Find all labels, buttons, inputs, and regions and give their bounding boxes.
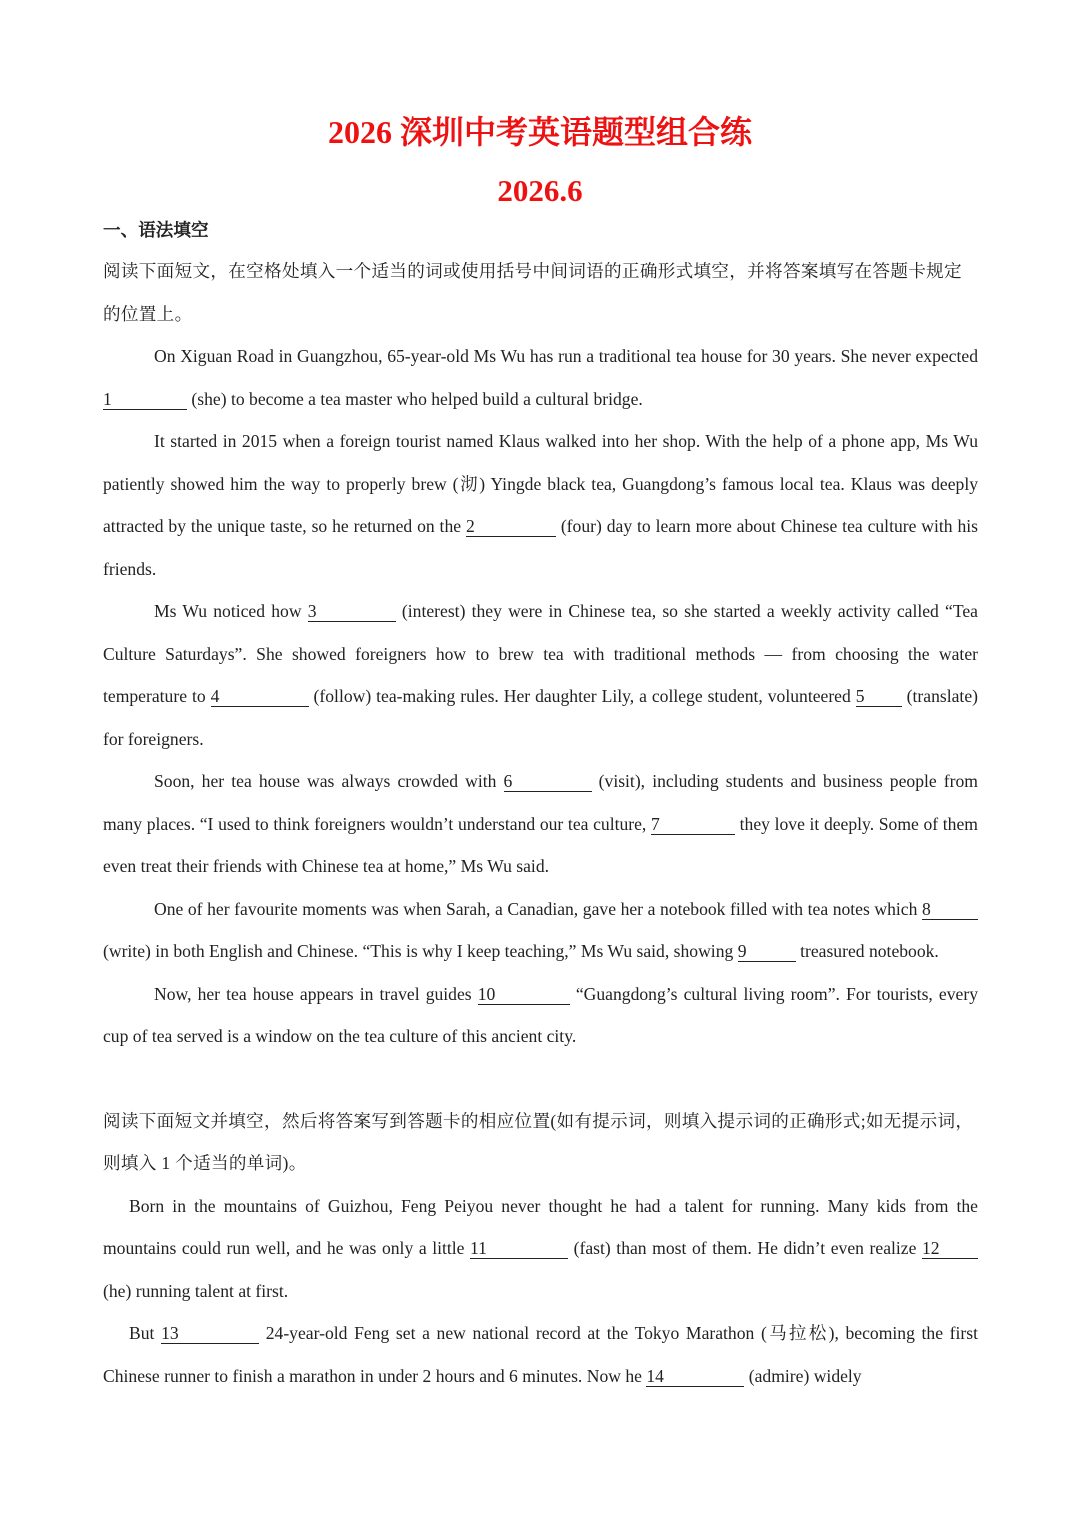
passage-paragraph <box>103 760 978 888</box>
section-instruction: 阅读下面短文并填空，然后将答案写到答题卡的相应位置(如有提示词，则填入提示词的正确形式;如无提示词，则填入 1 个适当的单词)。 <box>103 1110 974 1173</box>
paragraph-text: Soon, her tea house was always crowded with <box>154 771 504 791</box>
passage-paragraph <box>103 973 978 1058</box>
paragraph-text: Ms Wu noticed how <box>154 601 308 621</box>
paragraph-text: It started in 2015 when a foreign tourist named Klaus walked into her shop. With the help of a phone app, Ms Wu patiently showed him the way to properly brew (沏) Yingde black tea, Guangdong’s famous local tea. Klaus was deeply attracted by the unique taste, so he returned on the <box>103 431 978 536</box>
passage-paragraph <box>103 590 978 760</box>
paragraph-text: (fast) than most of them. He didn’t even realize <box>568 1238 922 1258</box>
paragraph-text: One of her favourite moments was when Sarah, a Canadian, gave her a notebook filled with tea notes which <box>154 898 922 919</box>
section-instruction: 阅读下面短文，在空格处填入一个适当的词或使用括号中间词语的正确形式填空，并将答案填写在答题卡规定的位置上。 <box>103 261 962 324</box>
paragraph-text: 24-year-old Feng set a new national record at the Tokyo Marathon (马拉松), becoming the first Chinese runner to finish a marathon in under 2 hours and 6 minutes. Now he <box>103 1323 979 1386</box>
passage-paragraph <box>103 420 978 590</box>
answer-blank-11[interactable]: 11 <box>470 1238 568 1259</box>
answer-blank-8[interactable]: 8 <box>922 899 978 920</box>
answer-blank-10[interactable]: 10 <box>478 984 570 1005</box>
answer-blank-2[interactable]: 2 <box>466 516 556 537</box>
passage-paragraph <box>103 1185 978 1313</box>
paragraph-text: (he) running talent at first. <box>103 1280 289 1301</box>
page-title: 2026 深圳中考英语题型组合练 <box>327 114 752 150</box>
paragraph-text: “Guangdong’s cultural living room”. For tourists, every cup of tea served is a window on the tea culture of this ancient city. <box>103 983 978 1046</box>
answer-blank-4[interactable]: 4 <box>211 686 309 707</box>
section-heading: 一、语法填空 <box>103 220 209 240</box>
passage-paragraph <box>103 335 978 420</box>
answer-blank-13[interactable]: 13 <box>161 1323 259 1344</box>
answer-blank-9[interactable]: 9 <box>738 941 796 962</box>
document-body <box>103 210 978 1397</box>
answer-blank-14[interactable]: 14 <box>646 1366 744 1387</box>
paragraph-text: they love it deeply. Some of them even treat their friends with Chinese tea at home,” Ms Wu said. <box>103 813 978 876</box>
paragraph-text: (admire) widely <box>744 1365 862 1386</box>
paragraph-text: Born in the mountains of Guizhou, Feng Peiyou never thought he had a talent for running. Many kids from the mountains could run well, and he was only a little <box>103 1195 978 1258</box>
paragraph-text: (translate) for foreigners. <box>103 686 978 749</box>
passage-paragraph <box>103 1312 978 1397</box>
paragraph-text: (four) day to learn more about Chinese tea culture with his friends. <box>103 516 978 579</box>
answer-blank-6[interactable]: 6 <box>504 771 592 792</box>
paragraph-text: (write) in both English and Chinese. “This is why I keep teaching,” Ms Wu said, showing <box>103 941 738 961</box>
section-spacer <box>103 1058 978 1100</box>
paragraph-text: (she) to become a tea master who helped build a cultural bridge. <box>187 388 643 409</box>
answer-blank-3[interactable]: 3 <box>308 601 396 622</box>
paragraph-text: On Xiguan Road in Guangzhou, 65-year-old Ms Wu has run a traditional tea house for 30 years. She never expected <box>154 346 978 366</box>
passage-paragraph <box>103 888 978 973</box>
paragraph-text: Now, her tea house appears in travel guides <box>154 983 478 1004</box>
answer-blank-1[interactable]: 1 <box>103 389 187 410</box>
answer-blank-12[interactable]: 12 <box>922 1238 978 1259</box>
paragraph-text: (interest) they were in Chinese tea, so she started a weekly activity called “Tea Culture Saturdays”. She showed foreigners how to brew tea with traditional methods — from choosing the water temperature to <box>103 601 978 706</box>
paragraph-text: (follow) tea-making rules. Her daughter Lily, a college student, volunteered <box>308 686 856 706</box>
answer-blank-5[interactable]: 5 <box>856 686 902 707</box>
paragraph-text: treasured notebook. <box>795 941 939 961</box>
answer-blank-7[interactable]: 7 <box>651 814 735 835</box>
page-date: 2026.6 <box>497 173 583 208</box>
paragraph-text: But <box>129 1323 162 1343</box>
paragraph-text: (visit), including students and business people from many places. “I used to think foreigners wouldn’t understand our tea culture, <box>103 771 978 834</box>
